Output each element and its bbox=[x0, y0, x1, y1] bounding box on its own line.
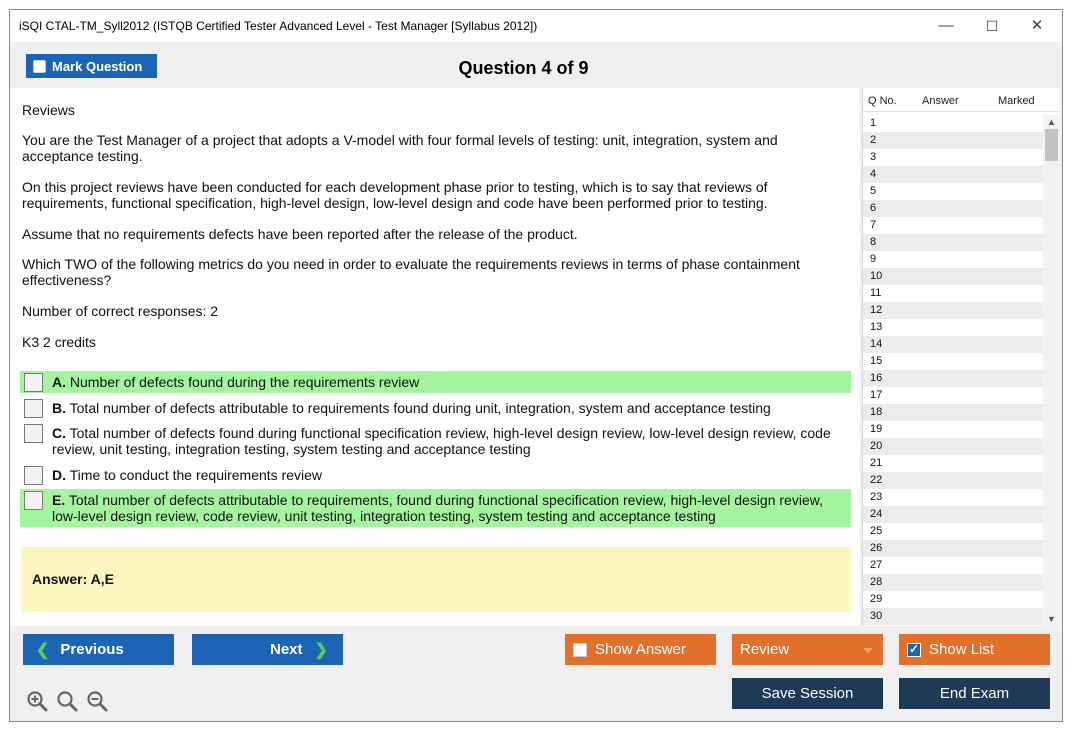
option-text: Total number of defects found during functional specification review, high-level design review, low-level design review, code review, unit testing, integration testing, system testing and acceptance testing bbox=[52, 425, 831, 457]
close-button[interactable]: ✕ bbox=[1030, 17, 1044, 34]
review-dropdown[interactable] bbox=[732, 634, 883, 665]
option-text: Total number of defects attributable to requirements found during unit, integration, system and acceptance testing bbox=[69, 400, 771, 416]
dropdown-arrow-icon bbox=[863, 648, 873, 653]
question-list-row[interactable]: 27 bbox=[863, 557, 1043, 574]
show-answer-label: Show Answer bbox=[595, 641, 686, 658]
answer-text: Answer: A,E bbox=[32, 571, 114, 587]
question-list-row[interactable]: 25 bbox=[863, 523, 1043, 540]
question-paragraph: Assume that no requirements defects have been reported after the release of the product. bbox=[22, 226, 578, 242]
scrollbar-thumb[interactable] bbox=[1045, 129, 1058, 161]
question-list-header bbox=[863, 88, 1060, 112]
question-topic: Reviews bbox=[22, 102, 75, 118]
question-list-row[interactable]: 18 bbox=[863, 404, 1043, 421]
next-label: Next bbox=[270, 641, 303, 658]
credits-label: K3 2 credits bbox=[22, 334, 96, 350]
option-checkbox[interactable] bbox=[24, 424, 43, 443]
question-list-row[interactable]: 4 bbox=[863, 166, 1043, 183]
option-letter: C. bbox=[52, 425, 66, 441]
maximize-button[interactable]: ☐ bbox=[985, 18, 999, 34]
scroll-down-icon[interactable]: ▼ bbox=[1047, 614, 1056, 624]
answer-option-a[interactable] bbox=[20, 371, 851, 393]
question-list-row[interactable]: 24 bbox=[863, 506, 1043, 523]
previous-button[interactable] bbox=[23, 634, 174, 665]
question-panel bbox=[10, 88, 860, 626]
question-paragraph: On this project reviews have been conducted for each development phase prior to testing, which is to say that reviews of requirements, functional specification, high-level design, low-level design and code have been performed prior to testing. bbox=[22, 179, 768, 211]
checkbox-icon bbox=[573, 643, 587, 657]
answer-option-c[interactable] bbox=[20, 422, 851, 460]
end-exam-button[interactable]: End Exam bbox=[899, 678, 1050, 709]
option-checkbox[interactable] bbox=[24, 491, 43, 510]
question-list-row[interactable]: 10 bbox=[863, 268, 1043, 285]
question-list-row[interactable]: 29 bbox=[863, 591, 1043, 608]
question-list-row[interactable]: 5 bbox=[863, 183, 1043, 200]
zoom-in-icon[interactable] bbox=[26, 690, 48, 712]
question-list-row[interactable]: 20 bbox=[863, 438, 1043, 455]
chevron-left-icon: ❮ bbox=[36, 641, 50, 659]
save-session-button[interactable]: Save Session bbox=[732, 678, 883, 709]
answer-column-header: Answer bbox=[922, 95, 959, 107]
qno-column-header: Q No. bbox=[868, 95, 897, 107]
question-paragraph: Which TWO of the following metrics do you need in order to evaluate the requirements reviews in terms of phase containment effectiveness? bbox=[22, 256, 800, 288]
question-list-row[interactable]: 26 bbox=[863, 540, 1043, 557]
question-paragraph: You are the Test Manager of a project that adopts a V-model with four formal levels of testing: unit, integration, system and acceptance testing. bbox=[22, 132, 778, 164]
question-list-row[interactable]: 9 bbox=[863, 251, 1043, 268]
option-checkbox[interactable] bbox=[24, 373, 43, 392]
question-list-row[interactable]: 28 bbox=[863, 574, 1043, 591]
answer-option-d[interactable] bbox=[20, 464, 851, 486]
option-letter: D. bbox=[52, 467, 66, 483]
question-list-row[interactable]: 6 bbox=[863, 200, 1043, 217]
option-letter: A. bbox=[52, 374, 66, 390]
question-list-row[interactable]: 15 bbox=[863, 353, 1043, 370]
zoom-out-icon[interactable] bbox=[86, 690, 108, 712]
mark-question-label: Mark Question bbox=[52, 58, 143, 74]
option-text: Number of defects found during the requirements review bbox=[69, 374, 420, 390]
question-list-row[interactable]: 30 bbox=[863, 608, 1043, 625]
answer-box bbox=[21, 547, 851, 612]
question-list-row[interactable]: 11 bbox=[863, 285, 1043, 302]
marked-column-header: Marked bbox=[998, 95, 1035, 107]
review-label: Review bbox=[740, 641, 790, 658]
option-letter: E. bbox=[52, 492, 66, 508]
question-list-rows bbox=[863, 115, 1043, 625]
next-button[interactable] bbox=[192, 634, 343, 665]
question-list-row[interactable]: 17 bbox=[863, 387, 1043, 404]
option-letter: B. bbox=[52, 400, 66, 416]
show-answer-button[interactable] bbox=[565, 634, 716, 665]
question-header bbox=[10, 42, 1062, 88]
question-list-row[interactable]: 7 bbox=[863, 217, 1043, 234]
option-text: Total number of defects attributable to requirements, found during functional specification review, high-level design review, low-level design review, code review, unit testing, integration testing, system testing and acceptance testing bbox=[52, 492, 823, 524]
show-list-button[interactable] bbox=[899, 634, 1050, 665]
scroll-up-icon[interactable]: ▲ bbox=[1047, 117, 1056, 127]
title-bar bbox=[10, 10, 1062, 42]
option-checkbox[interactable] bbox=[24, 399, 43, 418]
correct-responses-count: Number of correct responses: 2 bbox=[22, 303, 219, 319]
question-list-row[interactable]: 13 bbox=[863, 319, 1043, 336]
question-list-row[interactable]: 3 bbox=[863, 149, 1043, 166]
question-list-row[interactable]: 1 bbox=[863, 115, 1043, 132]
question-list-row[interactable]: 23 bbox=[863, 489, 1043, 506]
checked-checkbox-icon bbox=[907, 643, 921, 657]
question-list-row[interactable]: 22 bbox=[863, 472, 1043, 489]
question-list-scrollbar[interactable] bbox=[1043, 115, 1060, 626]
question-list-row[interactable]: 16 bbox=[863, 370, 1043, 387]
show-list-label: Show List bbox=[929, 641, 995, 658]
option-checkbox[interactable] bbox=[24, 466, 43, 485]
question-list-row[interactable]: 21 bbox=[863, 455, 1043, 472]
zoom-reset-icon[interactable] bbox=[56, 690, 78, 712]
question-list-row[interactable]: 14 bbox=[863, 336, 1043, 353]
answer-option-b[interactable] bbox=[20, 397, 851, 419]
minimize-button[interactable]: — bbox=[938, 17, 954, 34]
question-list-row[interactable]: 19 bbox=[863, 421, 1043, 438]
option-text: Time to conduct the requirements review bbox=[69, 467, 323, 483]
chevron-right-icon: ❯ bbox=[314, 641, 328, 659]
question-list-panel bbox=[862, 88, 1060, 626]
window-title: iSQI CTAL-TM_Syll2012 (ISTQB Certified Tester Advanced Level - Test Manager [Syllabus 2012]) bbox=[19, 19, 538, 33]
previous-label: Previous bbox=[60, 641, 124, 658]
answer-option-e[interactable] bbox=[20, 489, 851, 527]
app-window bbox=[9, 9, 1063, 722]
question-list-row[interactable]: 12 bbox=[863, 302, 1043, 319]
question-list-row[interactable]: 2 bbox=[863, 132, 1043, 149]
question-title: Question 4 of 9 bbox=[458, 58, 589, 78]
question-list-row[interactable]: 8 bbox=[863, 234, 1043, 251]
